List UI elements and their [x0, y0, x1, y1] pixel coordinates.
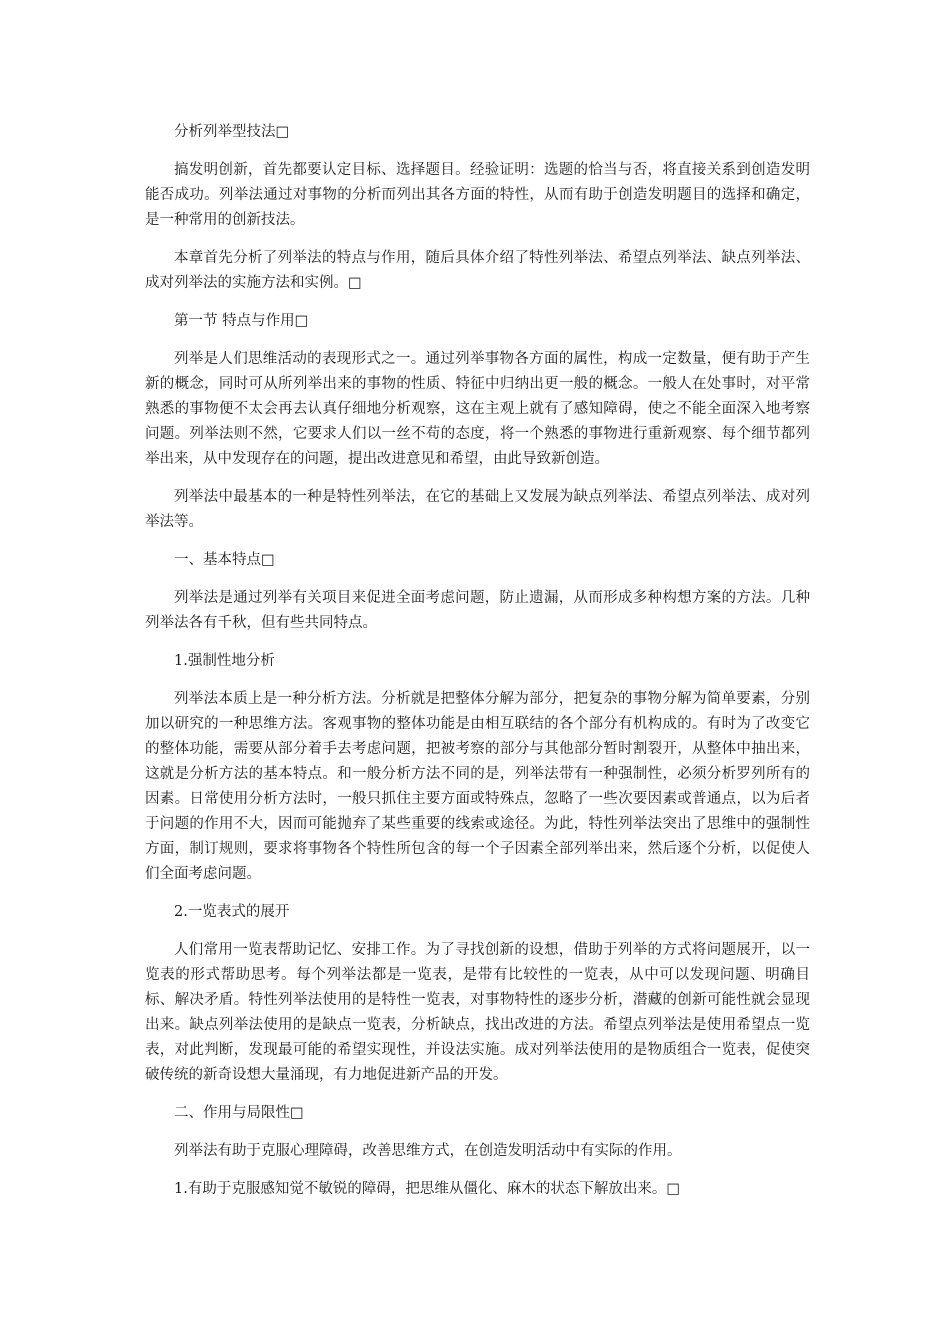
point-2-paragraph: 人们常用一览表帮助记忆、安排工作。为了寻找创新的设想，借助于列举的方式将问题展开，以一览表的形式帮助思考。每个列举法都是一览表，是带有比较性的一览表，从中可以发现问题、明确目标、解决矛盾。特性列举法使用的是特性一览表，对事物特性的逐步分析，潜藏的创新可能性就会显现出来。缺点列举法使用的是缺点一览表，分析缺点，找出改进的方法。希望点列举法是使用希望点一览表，对此判断，发现最可能的希望实现性，并设法实施。成对列举法使用的是物质组合一览表，促使突破传统的新奇设想大量涌现，有力地促进新产品的开发。 — [145, 942, 810, 1083]
point-1-paragraph: 列举法本质上是一种分析方法。分析就是把整体分解为部分，把复杂的事物分解为简单要素，分别加以研究的一种思维方法。客观事物的整体功能是由相互联结的各个部分有机构成的。有时为了改变它的整体功能，需要从部分着手去考虑问题，把被考察的部分与其他部分暂时割裂开，从整体中抽出来，这就是分析方法的基本特点。和一般分析方法不同的是，列举法带有一种强制性，必须分析罗列所有的因素。日常使用分析方法时，一般只抓住主要方面或特殊点，忽略了一些次要因素或普通点，以为后者于问题的作用不大，因而可能抛弃了某些重要的线索或途径。为此，特性列举法突出了思维中的强制性方面，制订规则，要求将事物各个特性所包含的每一个子因素全部列举出来，然后逐个分析，以促使人们全面考虑问题。 — [145, 691, 810, 882]
document-page — [145, 120, 810, 1215]
point-3-title: 1.有助于克服感知觉不敏锐的障碍，把思维从僵化、麻木的状态下解放出来。□ — [174, 1181, 681, 1197]
subsection-2-paragraph: 列举法有助于克服心理障碍，改善思维方式，在创造发明活动中有实际的作用。 — [174, 1143, 682, 1159]
intro-paragraph-1: 搞发明创新，首先都要认定目标、选择题目。经验证明：选题的恰当与否，将直接关系到创造发明能否成功。列举法通过对事物的分析而列出其各方面的特性，从而有助于创造发明题目的选择和确定，是一种常用的创新技法。 — [145, 162, 810, 228]
document-title: 分析列举型技法□ — [174, 124, 290, 140]
section-1-paragraph-1: 列举是人们思维活动的表现形式之一。通过列举事物各方面的属性，构成一定数量，便有助于产生新的概念，同时可从所列举出来的事物的性质、特征中归纳出更一般的概念。一般人在处事时，对平常熟悉的事物便不太会再去认真仔细地分析观察，这在主观上就有了感知障碍，使之不能全面深入地考察问题。列举法则不然，它要求人们以一丝不苟的态度，将一个熟悉的事物进行重新观察、每个细节都列举出来，从中发现存在的问题，提出改进意见和希望，由此导致新创造。 — [145, 351, 810, 467]
intro-paragraph-2: 本章首先分析了列举法的特点与作用，随后具体介绍了特性列举法、希望点列举法、缺点列举法、成对列举法的实施方法和实例。□ — [145, 250, 810, 291]
point-1-title: 1.强制性地分析 — [174, 653, 275, 669]
section-1-paragraph-2: 列举法中最基本的一种是特性列举法，在它的基础上又发展为缺点列举法、希望点列举法、成对列举法等。 — [145, 489, 810, 530]
subsection-1-title: 一、基本特点□ — [174, 552, 275, 568]
section-1-title: 第一节 特点与作用□ — [174, 313, 309, 329]
subsection-1-paragraph: 列举法是通过列举有关项目来促进全面考虑问题，防止遗漏，从而形成多种构想方案的方法。几种列举法各有千秋，但有些共同特点。 — [145, 590, 810, 631]
point-2-title: 2.一览表式的展开 — [174, 904, 290, 920]
subsection-2-title: 二、作用与局限性□ — [174, 1105, 304, 1121]
